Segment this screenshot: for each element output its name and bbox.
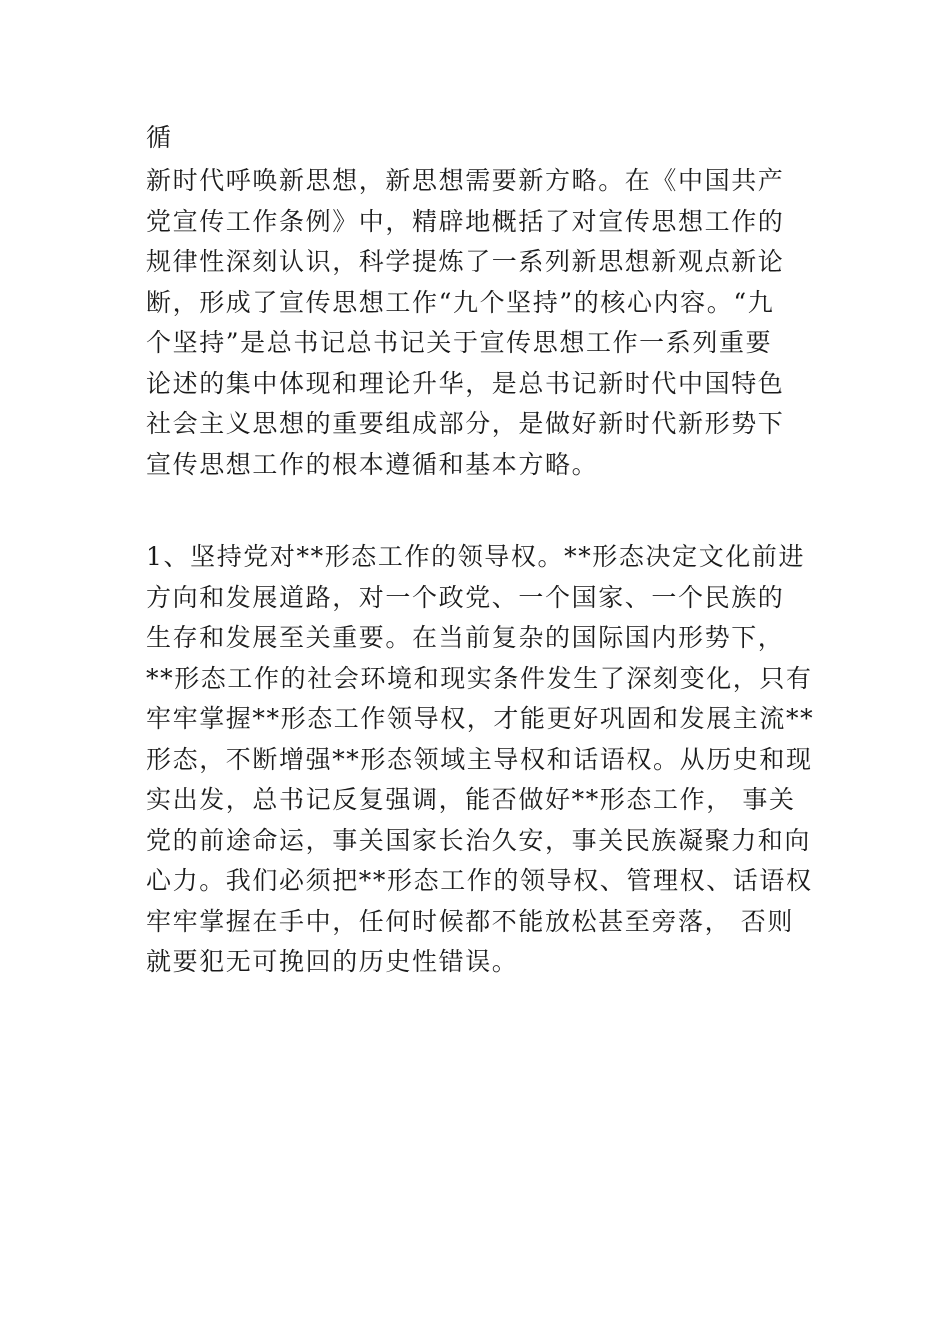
text-line: 形态，不断增强**形态领域主导权和话语权。从历史和现: [146, 744, 813, 774]
text-line: 循: [146, 123, 173, 152]
text-line: 牢牢掌握在手中，任何时候都不能放松甚至旁落， 否则: [146, 906, 794, 936]
text-line: 1、坚持党对**形态工作的领导权。**形态决定文化前进: [146, 542, 806, 571]
text-line: 党宣传工作条例》中，精辟地概括了对宣传思想工作的: [146, 206, 785, 236]
paragraph-point-1: [146, 537, 826, 983]
text-line: 个坚持”是总书记总书记关于宣传思想工作一系列重要: [146, 328, 773, 357]
text-line: 党的前途命运，事关国家长治久安，事关民族凝聚力和向: [146, 825, 812, 855]
text-line: 断，形成了宣传思想工作“九个坚持”的核心内容。“九: [146, 287, 775, 317]
text-line: 论述的集中体现和理论升华，是总书记新时代中国特色: [146, 368, 785, 398]
text-line: 宣传思想工作的根本遵循和基本方略。: [146, 449, 599, 479]
text-line: 社会主义思想的重要组成部分，是做好新时代新形势下: [146, 409, 785, 438]
text-line: 生存和发展至关重要。在当前复杂的国际国内形势下，: [146, 623, 785, 652]
text-line: 新时代呼唤新思想，新思想需要新方略。在《中国共产: [146, 166, 785, 195]
text-line: 实出发，总书记反复强调，能否做好**形态工作， 事关: [146, 785, 796, 814]
text-line: 方向和发展道路，对一个政党、一个国家、一个民族的: [146, 582, 785, 612]
text-line: **形态工作的社会环境和现实条件发生了深刻变化，只有: [146, 663, 813, 693]
text-line: 规律性深刻认识，科学提炼了一系列新思想新观点新论: [146, 247, 785, 276]
text-line: 就要犯无可挽回的历史性错误。: [146, 947, 519, 976]
paragraph-intro: [146, 161, 826, 485]
text-line: 牢牢掌握**形态工作领导权，才能更好巩固和发展主流**: [146, 704, 815, 733]
text-line: 心力。我们必须把**形态工作的领导权、管理权、话语权: [146, 866, 813, 895]
fragment-line: [146, 118, 826, 159]
